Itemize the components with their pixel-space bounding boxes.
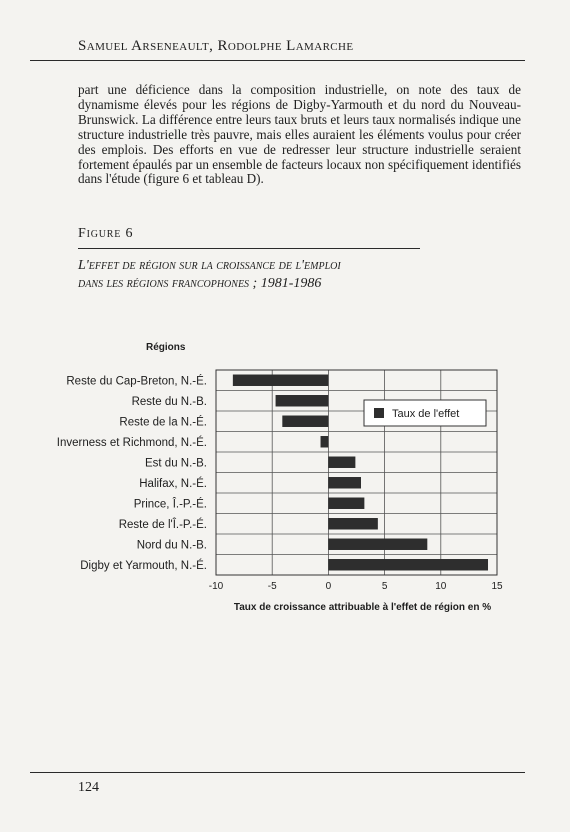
figure-rule (78, 248, 420, 249)
bar (328, 498, 364, 509)
category-label: Halifax, N.-É. (139, 477, 207, 490)
figure-title (78, 257, 458, 293)
category-label: Inverness et Richmond, N.-É. (56, 436, 207, 449)
legend-label: Taux de l'effet (392, 408, 460, 420)
x-tick-label: -10 (208, 581, 224, 592)
chart-legend (364, 400, 486, 426)
category-axis-heading: Régions (146, 342, 186, 353)
region-effect-chart (0, 330, 570, 630)
bar (328, 518, 377, 529)
figure-label: Figure 6 (78, 226, 134, 241)
category-label: Reste de la N.-É. (119, 416, 207, 429)
footer-rule (30, 772, 525, 773)
header-rule (30, 60, 525, 61)
x-axis-title: Taux de croissance attribuable à l'effet de région en % (233, 602, 492, 613)
running-header: Samuel Arseneault, Rodolphe Lamarche (78, 38, 354, 54)
legend-swatch (374, 408, 384, 418)
figure-title-line-2: dans les régions francophones ; 1981-1986 (78, 276, 322, 291)
category-label: Reste du N.-B. (131, 395, 207, 408)
bar (276, 395, 329, 406)
body-paragraph: part une déficience dans la composition industrielle, on note des taux de dynamisme élevés pour les régions de Digby-Yarmouth et du nord du Nouveau-Brunswick. La différence entre leurs taux bruts et leurs taux normalisés indique une structure industrielle très pauvre, mais elles auraient les éléments voulus pour créer des emplois. Des efforts en vue de redresser leur structure industrielle seraient fortement épaulés par un ensemble de facteurs locaux non spécifiquement identifiés dans l'étude (figure 6 et tableau D). (78, 82, 521, 187)
bar (321, 436, 329, 447)
category-label: Reste du Cap-Breton, N.-É. (66, 375, 207, 388)
bar (282, 416, 328, 427)
bar (233, 375, 329, 386)
bar (328, 477, 361, 488)
x-tick-label: 10 (435, 581, 447, 592)
category-label: Reste de l'Î.-P.-É. (118, 518, 207, 531)
x-tick-label: 5 (381, 581, 388, 592)
figure-title-line-1: L'effet de région sur la croissance de l'emploi (78, 258, 341, 273)
category-label: Digby et Yarmouth, N.-É. (80, 559, 207, 572)
bar (328, 539, 427, 550)
bar (328, 457, 355, 468)
x-tick-labels (209, 581, 503, 592)
x-tick-label: 15 (491, 581, 503, 592)
x-tick-label: -5 (267, 581, 277, 592)
category-labels (57, 374, 207, 572)
category-label: Est du N.-B. (145, 457, 207, 470)
bar (328, 559, 488, 570)
page-number: 124 (78, 780, 99, 795)
x-tick-label: 0 (325, 581, 332, 592)
category-label: Nord du N.-B. (136, 539, 207, 552)
category-label: Prince, Î.-P.-É. (133, 498, 207, 511)
